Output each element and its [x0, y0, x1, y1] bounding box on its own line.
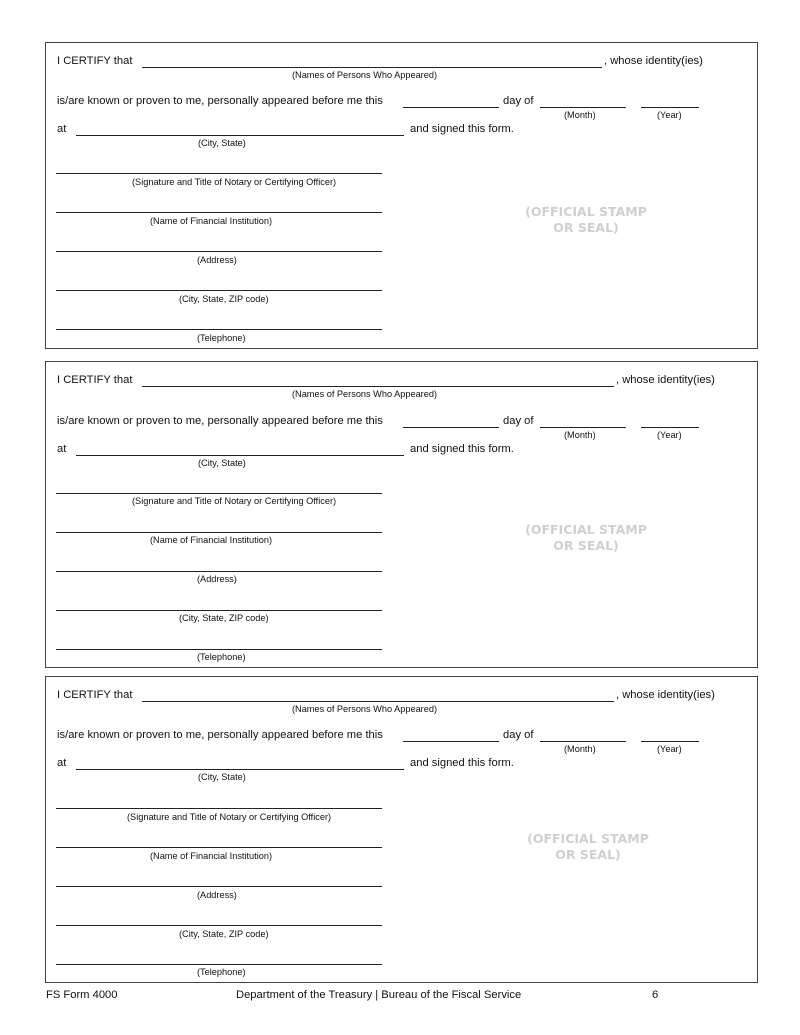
- month-field[interactable]: [540, 107, 626, 108]
- city-state-field[interactable]: [76, 455, 404, 456]
- month-field[interactable]: [540, 427, 626, 428]
- official-stamp-area: [508, 831, 668, 863]
- city-zip-caption: (City, State, ZIP code): [179, 294, 269, 304]
- signature-field[interactable]: [56, 808, 382, 809]
- official-stamp-area: [506, 522, 666, 554]
- telephone-caption: (Telephone): [197, 967, 246, 977]
- address-caption: (Address): [197, 255, 237, 265]
- identity-label: , whose identity(ies): [616, 374, 715, 386]
- signature-caption: (Signature and Title of Notary or Certifying Officer): [127, 812, 332, 822]
- year-caption: (Year): [657, 110, 682, 120]
- address-caption: (Address): [197, 574, 237, 584]
- signed-label: and signed this form.: [410, 123, 514, 135]
- city-state-field[interactable]: [76, 769, 404, 770]
- day-field[interactable]: [403, 741, 499, 742]
- financial-institution-caption: (Name of Financial Institution): [150, 216, 273, 226]
- identity-label: , whose identity(ies): [616, 689, 715, 701]
- month-caption: (Month): [564, 744, 596, 754]
- year-field[interactable]: [641, 427, 699, 428]
- year-caption: (Year): [657, 744, 682, 754]
- seal-line-2: OR SEAL): [555, 847, 621, 862]
- page-number: 6: [652, 989, 659, 1001]
- city-zip-field[interactable]: [56, 610, 382, 611]
- form-name: FS Form 4000: [46, 989, 118, 1001]
- certification-block: [45, 361, 758, 668]
- city-zip-field[interactable]: [56, 290, 382, 291]
- address-field[interactable]: [56, 251, 382, 252]
- known-text: is/are known or proven to me, personally appeared before me this: [57, 415, 383, 427]
- certify-label: I CERTIFY that: [57, 374, 133, 386]
- seal-line-2: OR SEAL): [553, 220, 619, 235]
- city-zip-field[interactable]: [56, 925, 382, 926]
- identity-label: , whose identity(ies): [604, 55, 703, 67]
- telephone-caption: (Telephone): [197, 652, 246, 662]
- city-zip-caption: (City, State, ZIP code): [179, 929, 269, 939]
- signed-label: and signed this form.: [410, 443, 514, 455]
- at-label: at: [57, 443, 67, 455]
- financial-institution-field[interactable]: [56, 212, 382, 213]
- official-stamp-area: [506, 204, 666, 236]
- month-caption: (Month): [564, 430, 596, 440]
- financial-institution-field[interactable]: [56, 847, 382, 848]
- known-text: is/are known or proven to me, personally appeared before me this: [57, 729, 383, 741]
- certification-block: [45, 676, 758, 983]
- city-zip-caption: (City, State, ZIP code): [179, 613, 269, 623]
- signature-field[interactable]: [56, 493, 382, 494]
- month-caption: (Month): [564, 110, 596, 120]
- telephone-field[interactable]: [56, 649, 382, 650]
- day-of-label: day of: [503, 729, 534, 741]
- day-field[interactable]: [403, 107, 499, 108]
- names-caption: (Names of Persons Who Appeared): [292, 389, 438, 399]
- certification-block: [45, 42, 758, 349]
- telephone-field[interactable]: [56, 964, 382, 965]
- signature-caption: (Signature and Title of Notary or Certifying Officer): [132, 496, 337, 506]
- month-field[interactable]: [540, 741, 626, 742]
- financial-institution-caption: (Name of Financial Institution): [150, 535, 273, 545]
- names-field[interactable]: [142, 386, 614, 387]
- known-text: is/are known or proven to me, personally appeared before me this: [57, 95, 383, 107]
- city-state-caption: (City, State): [198, 458, 246, 468]
- telephone-caption: (Telephone): [197, 333, 246, 343]
- telephone-field[interactable]: [56, 329, 382, 330]
- certify-label: I CERTIFY that: [57, 55, 133, 67]
- names-caption: (Names of Persons Who Appeared): [292, 70, 438, 80]
- year-caption: (Year): [657, 430, 682, 440]
- financial-institution-caption: (Name of Financial Institution): [150, 851, 273, 861]
- names-field[interactable]: [142, 701, 614, 702]
- year-field[interactable]: [641, 107, 699, 108]
- seal-line-2: OR SEAL): [553, 538, 619, 553]
- city-state-caption: (City, State): [198, 138, 246, 148]
- financial-institution-field[interactable]: [56, 532, 382, 533]
- names-field[interactable]: [142, 67, 602, 68]
- at-label: at: [57, 123, 67, 135]
- seal-line-1: (OFFICIAL STAMP: [525, 204, 647, 219]
- signature-field[interactable]: [56, 173, 382, 174]
- seal-line-1: (OFFICIAL STAMP: [525, 522, 647, 537]
- signature-caption: (Signature and Title of Notary or Certifying Officer): [132, 177, 337, 187]
- signed-label: and signed this form.: [410, 757, 514, 769]
- day-of-label: day of: [503, 415, 534, 427]
- department-name: Department of the Treasury | Bureau of the Fiscal Service: [236, 989, 522, 1001]
- city-state-caption: (City, State): [198, 772, 246, 782]
- names-caption: (Names of Persons Who Appeared): [292, 704, 438, 714]
- address-field[interactable]: [56, 571, 382, 572]
- year-field[interactable]: [641, 741, 699, 742]
- city-state-field[interactable]: [76, 135, 404, 136]
- certify-label: I CERTIFY that: [57, 689, 133, 701]
- at-label: at: [57, 757, 67, 769]
- seal-line-1: (OFFICIAL STAMP: [527, 831, 649, 846]
- day-field[interactable]: [403, 427, 499, 428]
- day-of-label: day of: [503, 95, 534, 107]
- address-field[interactable]: [56, 886, 382, 887]
- address-caption: (Address): [197, 890, 237, 900]
